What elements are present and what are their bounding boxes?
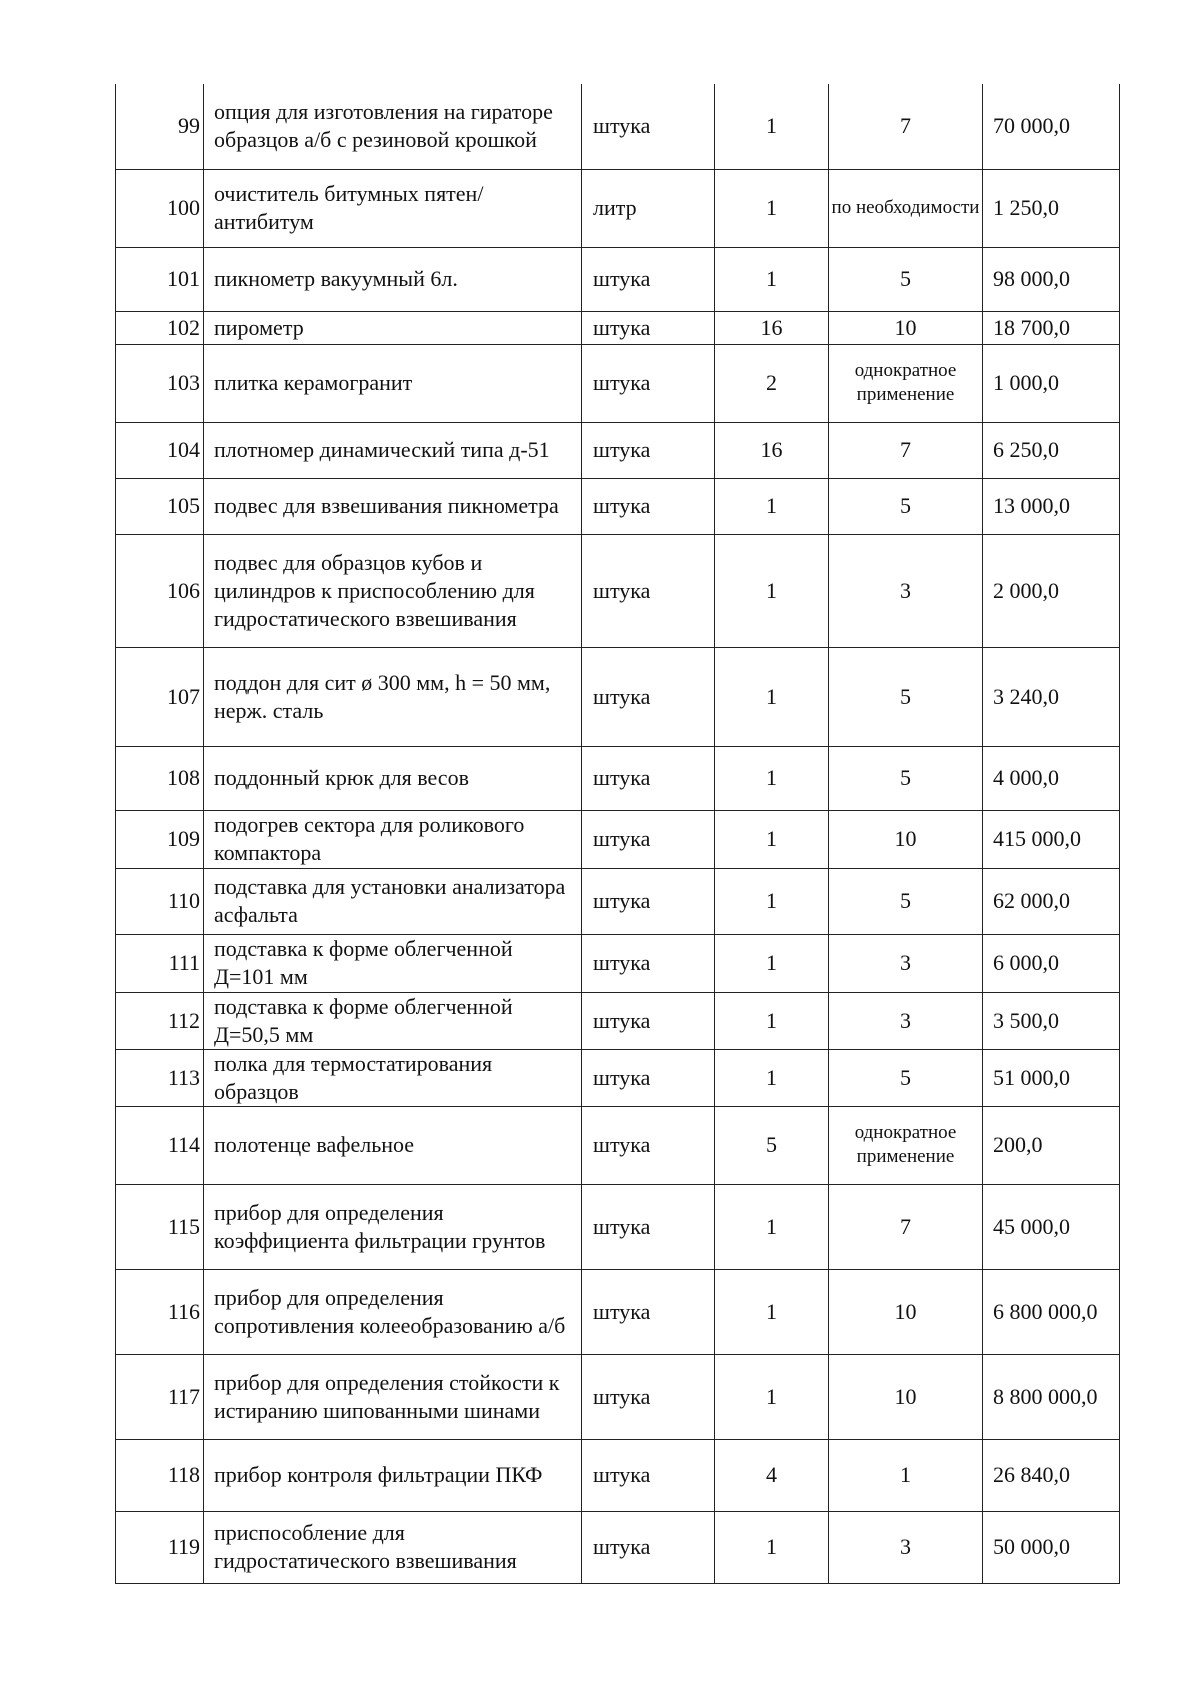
unit-price: 2 000,0 <box>983 534 1120 647</box>
unit-price: 200,0 <box>983 1106 1120 1184</box>
service-life: 10 <box>829 311 983 344</box>
item-name: прибор для определения стойкости к истиранию шипованными шинами <box>204 1354 582 1439</box>
item-name: поддонный крюк для весов <box>204 746 582 810</box>
table-row <box>116 1511 1120 1583</box>
quantity: 1 <box>715 746 829 810</box>
table-row <box>116 1184 1120 1269</box>
service-life: 5 <box>829 478 983 534</box>
service-life: 7 <box>829 84 983 169</box>
quantity: 1 <box>715 84 829 169</box>
quantity: 1 <box>715 647 829 746</box>
unit-of-measure: штука <box>582 534 715 647</box>
service-life: 3 <box>829 534 983 647</box>
quantity: 2 <box>715 344 829 422</box>
row-number: 101 <box>116 247 204 311</box>
unit-price: 51 000,0 <box>983 1049 1120 1106</box>
quantity: 1 <box>715 1184 829 1269</box>
row-number: 103 <box>116 344 204 422</box>
item-name: подставка для установки анализатора асфальта <box>204 868 582 934</box>
table-row <box>116 311 1120 344</box>
unit-of-measure: штука <box>582 992 715 1049</box>
unit-of-measure: штука <box>582 84 715 169</box>
quantity: 1 <box>715 1269 829 1354</box>
service-life: 5 <box>829 746 983 810</box>
unit-of-measure: штука <box>582 1269 715 1354</box>
quantity: 16 <box>715 422 829 478</box>
item-name: прибор для определения сопротивления колееобразованию а/б <box>204 1269 582 1354</box>
unit-price: 6 250,0 <box>983 422 1120 478</box>
unit-of-measure: штука <box>582 1439 715 1511</box>
service-life: по необходимости <box>829 169 983 247</box>
item-name: пирометр <box>204 311 582 344</box>
item-name: прибор контроля фильтрации ПКФ <box>204 1439 582 1511</box>
item-name: поддон для сит ø 300 мм, h = 50 мм, нерж. сталь <box>204 647 582 746</box>
unit-price: 18 700,0 <box>983 311 1120 344</box>
quantity: 1 <box>715 247 829 311</box>
unit-price: 98 000,0 <box>983 247 1120 311</box>
item-name: прибор для определения коэффициента фильтрации грунтов <box>204 1184 582 1269</box>
service-life: однократное применение <box>829 344 983 422</box>
unit-of-measure: штука <box>582 810 715 868</box>
table-row <box>116 868 1120 934</box>
table-row <box>116 810 1120 868</box>
service-life: 3 <box>829 1511 983 1583</box>
quantity: 1 <box>715 934 829 992</box>
service-life: 7 <box>829 1184 983 1269</box>
row-number: 99 <box>116 84 204 169</box>
item-name: полка для термостатирования образцов <box>204 1049 582 1106</box>
quantity: 1 <box>715 1049 829 1106</box>
service-life: 1 <box>829 1439 983 1511</box>
unit-of-measure: штука <box>582 422 715 478</box>
row-number: 111 <box>116 934 204 992</box>
unit-price: 45 000,0 <box>983 1184 1120 1269</box>
quantity: 1 <box>715 1511 829 1583</box>
quantity: 1 <box>715 1354 829 1439</box>
unit-of-measure: штука <box>582 311 715 344</box>
item-name: подвес для образцов кубов и цилиндров к приспособлению для гидростатического взвешивания <box>204 534 582 647</box>
quantity: 1 <box>715 868 829 934</box>
service-life: 5 <box>829 868 983 934</box>
item-name: подвес для взвешивания пикнометра <box>204 478 582 534</box>
unit-price: 6 000,0 <box>983 934 1120 992</box>
unit-price: 6 800 000,0 <box>983 1269 1120 1354</box>
table-row <box>116 534 1120 647</box>
table-row <box>116 478 1120 534</box>
item-name: пикнометр вакуумный 6л. <box>204 247 582 311</box>
unit-price: 1 000,0 <box>983 344 1120 422</box>
unit-price: 26 840,0 <box>983 1439 1120 1511</box>
service-life: 5 <box>829 247 983 311</box>
unit-of-measure: штука <box>582 868 715 934</box>
service-life: 5 <box>829 1049 983 1106</box>
table-row <box>116 746 1120 810</box>
unit-of-measure: штука <box>582 746 715 810</box>
unit-price: 1 250,0 <box>983 169 1120 247</box>
item-name: плитка керамогранит <box>204 344 582 422</box>
quantity: 1 <box>715 992 829 1049</box>
unit-of-measure: штука <box>582 934 715 992</box>
service-life: 10 <box>829 810 983 868</box>
row-number: 116 <box>116 1269 204 1354</box>
table-row <box>116 992 1120 1049</box>
table-row <box>116 1269 1120 1354</box>
item-name: полотенце вафельное <box>204 1106 582 1184</box>
unit-of-measure: штука <box>582 1354 715 1439</box>
quantity: 1 <box>715 534 829 647</box>
unit-price: 50 000,0 <box>983 1511 1120 1583</box>
row-number: 119 <box>116 1511 204 1583</box>
unit-price: 13 000,0 <box>983 478 1120 534</box>
unit-price: 62 000,0 <box>983 868 1120 934</box>
unit-of-measure: штука <box>582 1184 715 1269</box>
equipment-table-body <box>116 84 1120 1583</box>
table-row <box>116 344 1120 422</box>
service-life: 10 <box>829 1269 983 1354</box>
item-name: очиститель битумных пятен/антибитум <box>204 169 582 247</box>
unit-of-measure: штука <box>582 1049 715 1106</box>
unit-of-measure: штука <box>582 1106 715 1184</box>
quantity: 1 <box>715 810 829 868</box>
row-number: 102 <box>116 311 204 344</box>
table-row <box>116 422 1120 478</box>
row-number: 117 <box>116 1354 204 1439</box>
row-number: 100 <box>116 169 204 247</box>
quantity: 5 <box>715 1106 829 1184</box>
unit-price: 4 000,0 <box>983 746 1120 810</box>
quantity: 16 <box>715 311 829 344</box>
unit-of-measure: штука <box>582 1511 715 1583</box>
row-number: 104 <box>116 422 204 478</box>
item-name: плотномер динамический типа д-51 <box>204 422 582 478</box>
unit-price: 3 500,0 <box>983 992 1120 1049</box>
table-row <box>116 1049 1120 1106</box>
unit-price: 415 000,0 <box>983 810 1120 868</box>
table-row <box>116 1439 1120 1511</box>
service-life: 10 <box>829 1354 983 1439</box>
row-number: 108 <box>116 746 204 810</box>
table-row <box>116 934 1120 992</box>
unit-of-measure: штука <box>582 344 715 422</box>
row-number: 109 <box>116 810 204 868</box>
equipment-table <box>115 84 1120 1584</box>
row-number: 112 <box>116 992 204 1049</box>
row-number: 113 <box>116 1049 204 1106</box>
table-row <box>116 247 1120 311</box>
table-row <box>116 84 1120 169</box>
item-name: опция для изготовления на гираторе образцов а/б с резиновой крошкой <box>204 84 582 169</box>
row-number: 115 <box>116 1184 204 1269</box>
row-number: 107 <box>116 647 204 746</box>
quantity: 1 <box>715 478 829 534</box>
table-row <box>116 1354 1120 1439</box>
unit-of-measure: штука <box>582 647 715 746</box>
item-name: подогрев сектора для роликового компактора <box>204 810 582 868</box>
service-life: 3 <box>829 934 983 992</box>
item-name: приспособление для гидростатического взвешивания <box>204 1511 582 1583</box>
quantity: 1 <box>715 169 829 247</box>
unit-price: 3 240,0 <box>983 647 1120 746</box>
unit-price: 8 800 000,0 <box>983 1354 1120 1439</box>
item-name: подставка к форме облегченной Д=101 мм <box>204 934 582 992</box>
table-row <box>116 1106 1120 1184</box>
unit-of-measure: штука <box>582 247 715 311</box>
service-life: 3 <box>829 992 983 1049</box>
service-life: 5 <box>829 647 983 746</box>
table-row <box>116 169 1120 247</box>
unit-of-measure: штука <box>582 478 715 534</box>
unit-of-measure: литр <box>582 169 715 247</box>
unit-price: 70 000,0 <box>983 84 1120 169</box>
service-life: однократное применение <box>829 1106 983 1184</box>
table-row <box>116 647 1120 746</box>
row-number: 118 <box>116 1439 204 1511</box>
service-life: 7 <box>829 422 983 478</box>
item-name: подставка к форме облегченной Д=50,5 мм <box>204 992 582 1049</box>
row-number: 114 <box>116 1106 204 1184</box>
row-number: 105 <box>116 478 204 534</box>
quantity: 4 <box>715 1439 829 1511</box>
row-number: 110 <box>116 868 204 934</box>
row-number: 106 <box>116 534 204 647</box>
